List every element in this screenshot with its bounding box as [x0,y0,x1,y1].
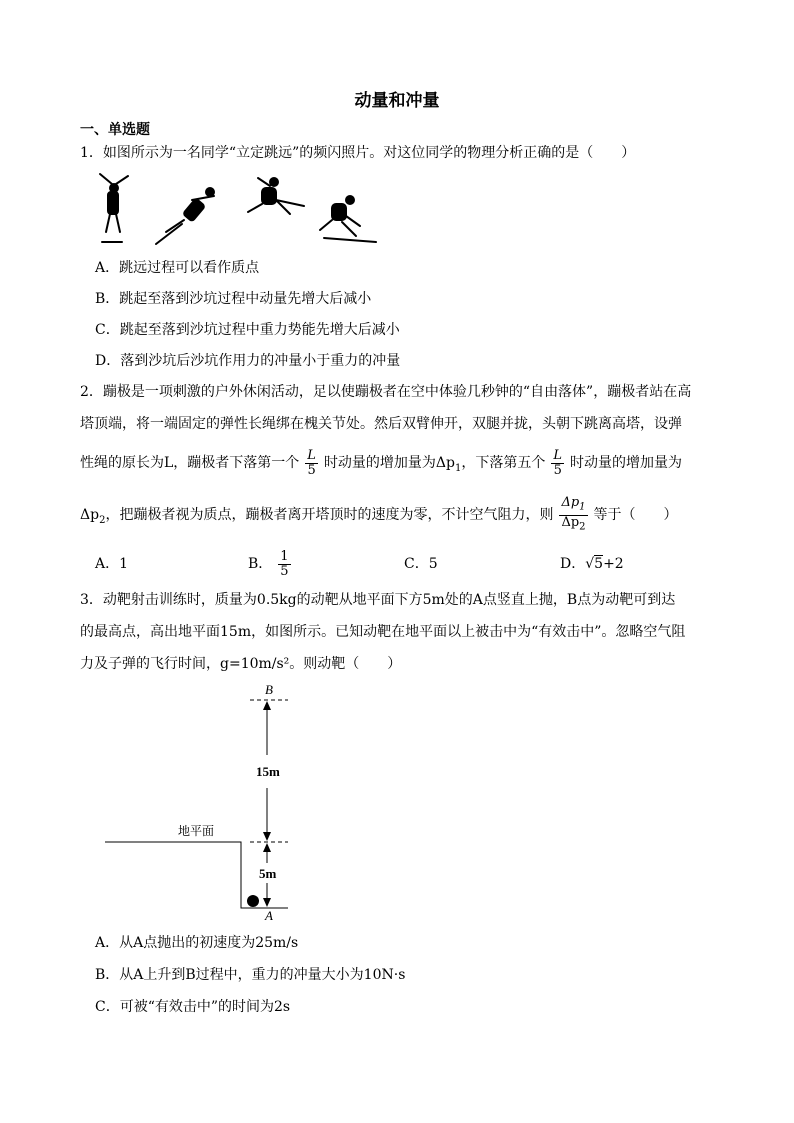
label-15m: 15m [256,764,280,779]
long-jump-strobe-figure [92,170,382,250]
arrowhead-b-up [263,701,271,710]
target-ball [247,895,259,907]
arrowhead-ground-down [263,832,271,841]
q3-line-1: 3．动靶射击训练时，质量为0.5kg的动靶从地平面下方5m处的A点竖直上抛，B点为动靶可到达 [80,592,676,608]
q2-line-3-text-a: 性绳的原长为L，蹦极者下落第一个 [80,455,300,471]
jumper-figure-1 [100,174,128,242]
arrowhead-ground-up [263,843,271,852]
q1-option-d: D．落到沙坑后沙坑作用力的冲量小于重力的冲量 [95,353,401,369]
q2-line-4-text-a: Δp [80,507,100,524]
q3-option-a: A．从A点抛出的初速度为25m/s [95,935,299,951]
fraction-l-over-5-second: $\frac{L}{5}$ [553,447,563,478]
projectile-height-diagram [100,680,300,925]
q1-option-c: C．跳起至落到沙坑过程中重力势能先增大后减小 [95,322,400,338]
label-a: A [265,908,273,923]
q2-line-4-text-b: ，把蹦极者视为质点，蹦极者离开塔顶时的速度为零，不计空气阻力，则 [105,507,554,524]
jumper-figure-4 [320,196,376,242]
q2-line-2: 塔顶端，将一端固定的弹性长绳绑在槐关节处。然后双臂伸开，双腿并拢，头朝下跳离高塔，设弹 [80,416,682,432]
label-5m: 5m [259,866,277,881]
q3-line-3: 力及子弹的飞行时间，g=10m/s²。则动靶（ ） [80,656,402,672]
q3-line-2: 的最高点，高出地平面15m，如图所示。已知动靶在地平面以上被击中为“有效击中”。忽略空气阻 [80,624,686,640]
q2-line-3-text-b: 时动量的增加量为Δp [323,455,456,471]
q2-option-a: A．1 [95,556,129,572]
q3-option-b: B．从A上升到B过程中，重力的冲量大小为10N·s [95,967,406,983]
label-ground: 地平面 [178,824,215,838]
jumper-figure-3 [248,178,304,214]
page-title: 动量和冲量 [354,91,440,111]
q2-line-3: 性绳的原长为L，蹦极者下落第一个 $\frac{L}{5}$ 时动量的增加量为$\Delta p_1$，下落第五个 $\frac{L}{5}$ 时动量的增加量为 [80,447,683,478]
q1-option-b: B．跳起至落到沙坑过程中动量先增大后减小 [95,291,372,307]
sqrt-symbol: √ [585,556,595,572]
q2-option-d: D．√5+2 [560,556,624,572]
section-heading: 一、单选题 [80,122,150,138]
label-b: B [265,682,273,697]
q2-option-c: C．5 [404,556,438,572]
fraction-dp1-over-dp2: $\frac{\Delta p_1}{\Delta p_2}$ [561,495,586,533]
fraction-1-over-5: $\frac{1}{5}$ [280,548,289,579]
q2-line-3-text-c: ，下落第五个 [461,455,546,471]
jumper-figure-2 [156,188,214,244]
q3-option-c: C．可被“有效击中”的时间为2s [95,999,291,1015]
q1-option-a: A．跳远过程可以看作质点 [95,260,260,276]
q2-line-1: 2．蹦极是一项刺激的户外休闲活动，足以使蹦极者在空中体验几秒钟的“自由落体”，蹦极者站在高 [80,384,692,400]
q2-option-b: B． $\frac{1}{5}$ [248,548,289,579]
q2-line-3-text-d: 时动量的增加量为 [570,455,683,471]
q1-stem: 1．如图所示为一名同学“立定跳远”的频闪照片。对这位同学的物理分析正确的是（ ） [80,145,636,161]
fraction-l-over-5: $\frac{L}{5}$ [307,447,316,478]
arrowhead-a-down [263,898,271,907]
q2-line-4: $\Delta p_2$，把蹦极者视为质点，蹦极者离开塔顶时的速度为零，不计空气阻力，则 $\frac{\Delta p_1}{\Delta p_2}$ 等于（ ） [80,495,678,533]
q2-line-4-text-c: 等于（ ） [593,507,678,524]
